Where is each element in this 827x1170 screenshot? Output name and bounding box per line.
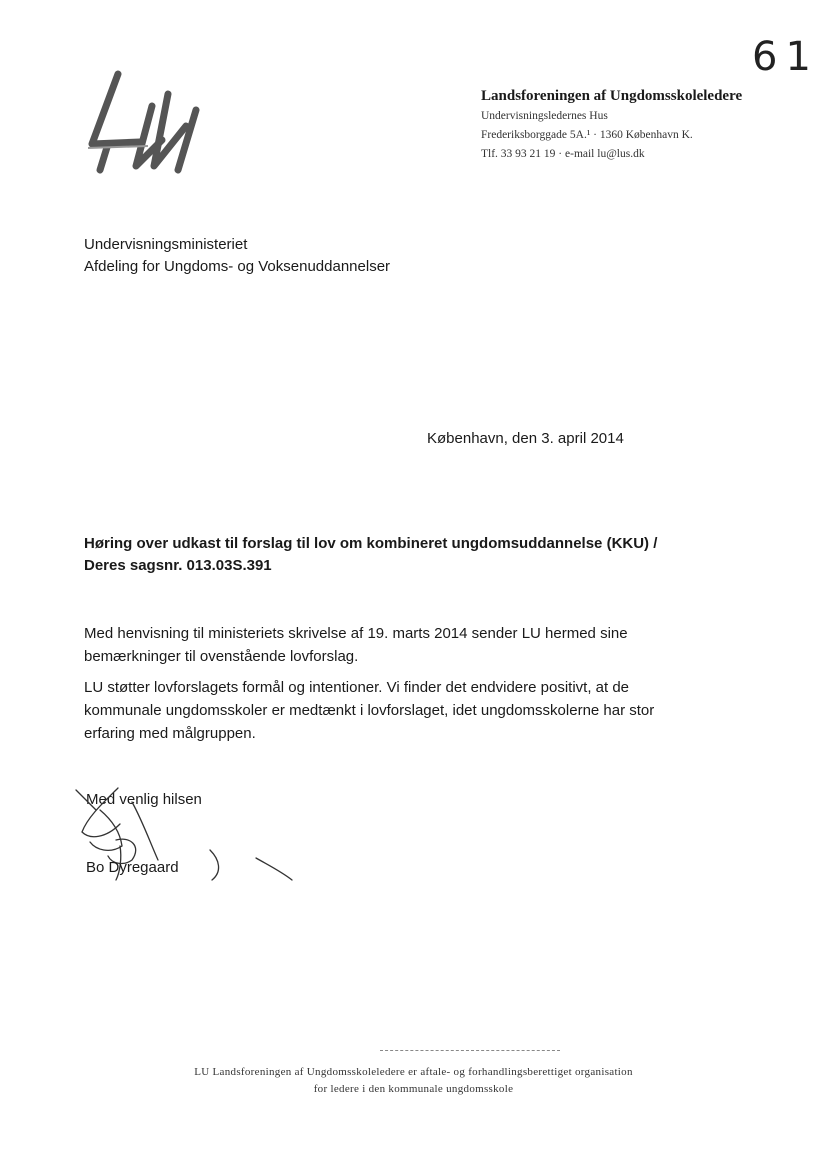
subject-line-1: Høring over udkast til forslag til lov om kombineret ungdomsuddannelse (KKU) / xyxy=(84,535,658,552)
footer-line-2: for ledere i den kommunale ungdomsskole xyxy=(313,1083,514,1095)
subject-heading xyxy=(84,533,744,577)
lu-logo xyxy=(78,66,228,178)
page-number: 61 xyxy=(752,34,819,80)
closing: Med venlig hilsen xyxy=(86,791,202,808)
recipient-line-1: Undervisningsministeriet xyxy=(84,236,248,253)
paragraph-2-line-3: erfaring med målgruppen. xyxy=(84,725,256,742)
organization-building: Undervisningsledernes Hus xyxy=(481,110,608,122)
footer-divider xyxy=(380,1050,560,1052)
subject-line-2: Deres sagsnr. 013.03S.391 xyxy=(84,557,272,574)
footer-line-1: LU Landsforeningen af Ungdomsskoleledere er aftale- og forhandlingsberettiget organisation xyxy=(194,1066,633,1078)
organization-contact: Tlf. 33 93 21 19 · e-mail lu@lus.dk xyxy=(481,148,645,160)
paragraph-2-line-2: kommunale ungdomsskoler er medtænkt i lovforslaget, idet ungdomsskolerne har stor xyxy=(84,702,655,719)
organization-address: Frederiksborggade 5A.¹ · 1360 København K. xyxy=(481,129,693,141)
paragraph-2 xyxy=(84,676,724,745)
paragraph-1-line-2: bemærkninger til ovenstående lovforslag. xyxy=(84,648,359,665)
paragraph-1 xyxy=(84,622,724,668)
signer-name: Bo Dyregaard xyxy=(86,859,179,876)
recipient-line-2: Afdeling for Ungdoms- og Voksenuddannelser xyxy=(84,258,391,275)
organization-name: Landsforeningen af Ungdomsskoleledere xyxy=(481,88,743,104)
paragraph-1-line-1: Med henvisning til ministeriets skrivelse af 19. marts 2014 sender LU hermed sine xyxy=(84,625,628,642)
date-line: København, den 3. april 2014 xyxy=(427,430,624,447)
paragraph-2-line-1: LU støtter lovforslagets formål og intentioner. Vi finder det endvidere positivt, at de xyxy=(84,679,630,696)
